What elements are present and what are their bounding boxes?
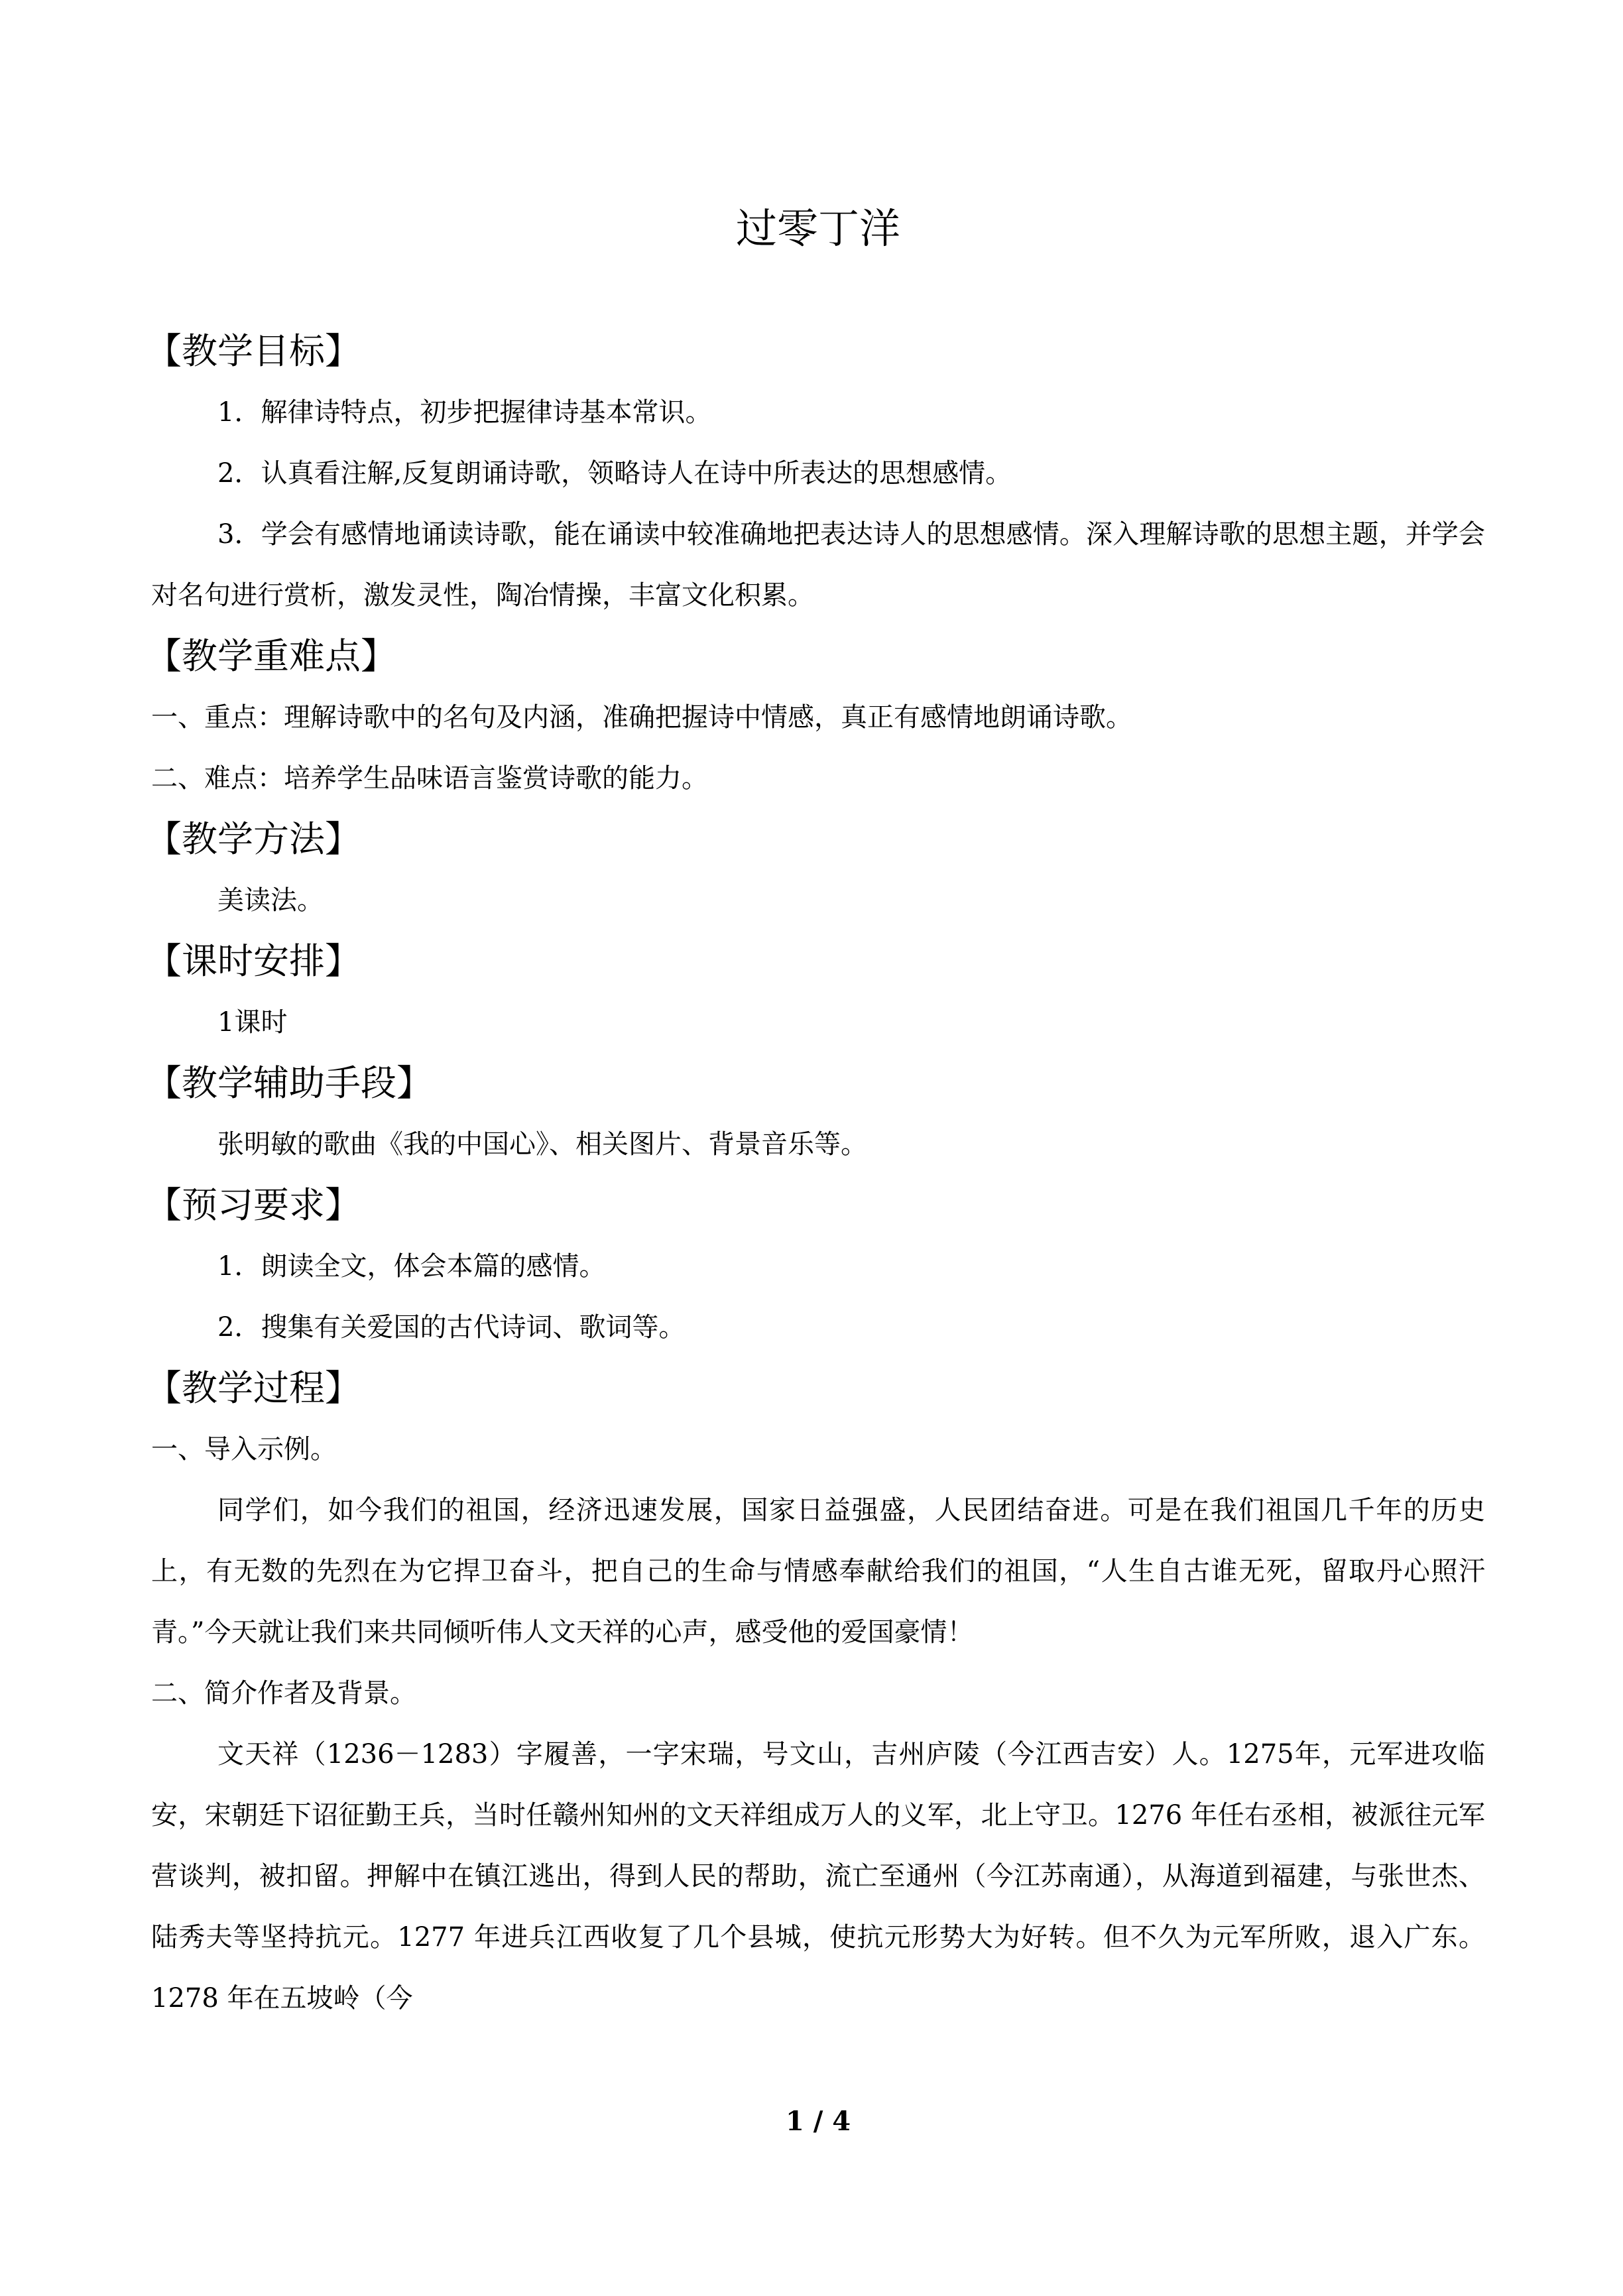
key-point-item-1: 一、重点：理解诗歌中的名句及内涵，准确把握诗中情感，真正有感情地朗诵诗歌。 xyxy=(151,702,1132,733)
section-heading-preview: 【预习要求】 xyxy=(146,1184,361,1226)
section-heading-key-points: 【教学重难点】 xyxy=(146,635,396,677)
process-step-1-text: 同学们，如今我们的祖国，经济迅速发展，国家日益强盛，人民团结奋进。可是在我们祖国几千年的历史上，有无数的先烈在为它捍卫奋斗，把自己的生命与情感奉献给我们的祖国，“人生自古谁无死，留取丹心照汗青。”今天就让我们来共同倾听伟人文天祥的心声，感受他的爱国豪情！ xyxy=(151,1495,1485,1648)
process-step-1-title: 一、导入示例。 xyxy=(151,1434,337,1465)
document-page xyxy=(146,0,1485,2296)
document-title: 过零丁洋 xyxy=(735,204,900,253)
key-point-item-2: 二、难点：培养学生品味语言鉴赏诗歌的能力。 xyxy=(151,763,708,794)
schedule-text: 1课时 xyxy=(217,1007,288,1038)
process-step-2-title: 二、简介作者及背景。 xyxy=(151,1678,416,1709)
methods-text: 美读法。 xyxy=(217,885,324,916)
section-heading-process: 【教学过程】 xyxy=(146,1367,361,1409)
preview-item-1: 1．朗读全文，体会本篇的感情。 xyxy=(217,1251,606,1282)
page-number: 1 / 4 xyxy=(785,2106,851,2137)
goal-item-1: 1．解律诗特点，初步把握律诗基本常识。 xyxy=(217,397,712,428)
preview-item-2: 2．搜集有关爱国的古代诗词、歌词等。 xyxy=(217,1312,686,1343)
aids-text: 张明敏的歌曲《我的中国心》、相关图片、背景音乐等。 xyxy=(217,1129,867,1160)
section-heading-schedule: 【课时安排】 xyxy=(146,940,361,982)
goal-item-2: 2．认真看注解,反复朗诵诗歌，领略诗人在诗中所表达的思想感情。 xyxy=(217,458,1012,489)
process-step-2-text: 文天祥（1236－1283）字履善，一字宋瑞，号文山，吉州庐陵（今江西吉安）人。1275年，元军进攻临安，宋朝廷下诏征勤王兵，当时任赣州知州的文天祥组成万人的义军，北上守卫。1276 年任右丞相，被派往元军营谈判，被扣留。押解中在镇江逃出，得到人民的帮助，流亡至通州（今江苏南通），从海道到福建，与张世杰、陆秀夫等坚持抗元。1277 年进兵江西收复了几个县城，使抗元形势大为好转。但不久为元军所败，退入广东。1278 年在五坡岭（今 xyxy=(151,1739,1485,2014)
section-heading-methods: 【教学方法】 xyxy=(146,818,361,860)
section-heading-goals: 【教学目标】 xyxy=(146,330,361,372)
goal-item-3: 3．学会有感情地诵读诗歌，能在诵读中较准确地把表达诗人的思想感情。深入理解诗歌的思想主题，并学会对名句进行赏析，激发灵性，陶冶情操，丰富文化积累。 xyxy=(151,519,1485,611)
document-body xyxy=(146,321,1485,2029)
section-heading-aids: 【教学辅助手段】 xyxy=(146,1062,432,1104)
